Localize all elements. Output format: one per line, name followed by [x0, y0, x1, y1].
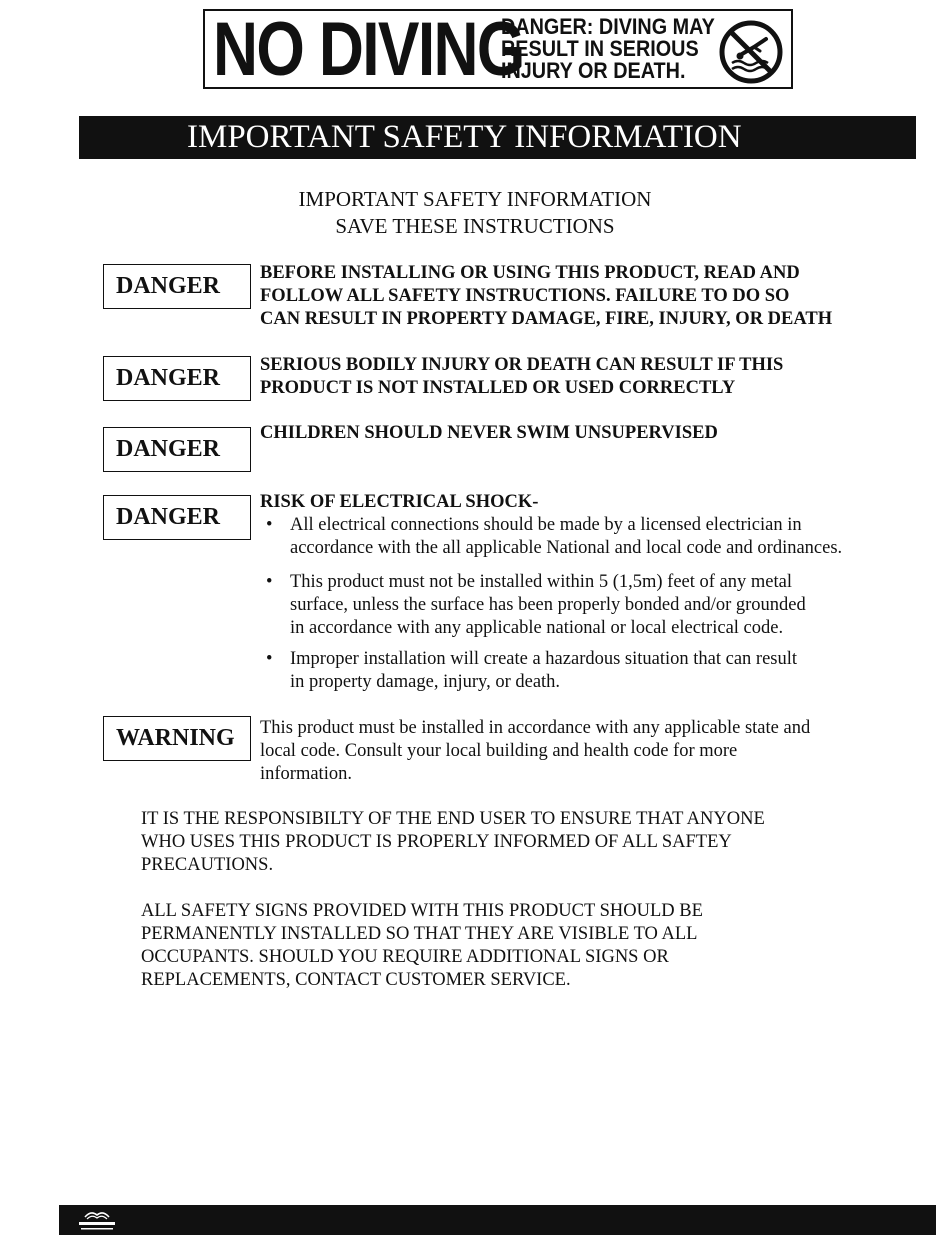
message-line: This product must be installed in accordance with any applicable state and — [260, 718, 811, 738]
danger-label: DANGER — [103, 264, 251, 309]
bullet-line: in property damage, injury, or death. — [290, 672, 561, 692]
bullet-line: Improper installation will create a hazardous situation that can result — [290, 649, 798, 669]
subtitle-line: SAVE THESE INSTRUCTIONS — [335, 214, 615, 238]
message-line: SERIOUS BODILY INJURY OR DEATH CAN RESULT IF THIS — [260, 355, 784, 375]
responsibility-paragraph — [141, 808, 861, 877]
paragraph-line: WHO USES THIS PRODUCT IS PROPERLY INFORMED OF ALL SAFTEY — [141, 832, 732, 852]
message-line: BEFORE INSTALLING OR USING THIS PRODUCT, READ AND — [260, 263, 800, 283]
message-line: PRODUCT IS NOT INSTALLED OR USED CORRECTLY — [260, 378, 736, 398]
electrical-shock-heading: RISK OF ELECTRICAL SHOCK- — [260, 492, 539, 512]
paragraph-line: OCCUPANTS. SHOULD YOU REQUIRE ADDITIONAL SIGNS OR — [141, 947, 669, 967]
message-line: local code. Consult your local building and health code for more — [260, 741, 738, 761]
bullet-line: accordance with the all applicable National and local code and ordinances. — [290, 538, 843, 558]
no-diving-warning — [501, 14, 715, 83]
bullet-item — [266, 648, 906, 694]
message-line: CAN RESULT IN PROPERTY DAMAGE, FIRE, INJURY, OR DEATH — [260, 309, 833, 329]
paragraph-line: PRECAUTIONS. — [141, 855, 274, 875]
message-line: FOLLOW ALL SAFETY INSTRUCTIONS. FAILURE TO DO SO — [260, 286, 790, 306]
no-diving-title: NO DIVING — [213, 7, 524, 92]
paragraph-line: PERMANENTLY INSTALLED SO THAT THEY ARE VISIBLE TO ALL — [141, 924, 698, 944]
bullet-line: All electrical connections should be made by a licensed electrician in — [290, 515, 802, 535]
paragraph-line: ALL SAFETY SIGNS PROVIDED WITH THIS PRODUCT SHOULD BE — [141, 901, 703, 921]
message-line: information. — [260, 764, 352, 784]
bullet-icon: • — [266, 515, 273, 535]
warning-message — [260, 717, 920, 786]
paragraph-line: REPLACEMENTS, CONTACT CUSTOMER SERVICE. — [141, 970, 571, 990]
bullet-icon: • — [266, 572, 273, 592]
danger-message — [260, 354, 920, 400]
danger-message — [260, 262, 920, 331]
danger-label: DANGER — [103, 427, 251, 472]
warning-label: WARNING — [103, 716, 251, 761]
danger-message — [260, 422, 920, 445]
bullet-line: surface, unless the surface has been properly bonded and/or grounded — [290, 595, 806, 615]
no-diving-sign — [203, 7, 793, 92]
bullet-icon: • — [266, 649, 273, 669]
paragraph-line: IT IS THE RESPONSIBILTY OF THE END USER TO ENSURE THAT ANYONE — [141, 809, 765, 829]
bullet-line: This product must not be installed within 5 (1,5m) feet of any metal — [290, 572, 792, 592]
page-title: IMPORTANT SAFETY INFORMATION — [79, 116, 916, 159]
bullet-item — [266, 571, 906, 640]
subtitle-line: IMPORTANT SAFETY INFORMATION — [298, 187, 652, 211]
endless-pools-logo-icon — [69, 1207, 125, 1233]
bullet-line: in accordance with any applicable national or local electrical code. — [290, 618, 784, 638]
danger-label: DANGER — [103, 495, 251, 540]
safety-signs-paragraph — [141, 900, 861, 992]
danger-label: DANGER — [103, 356, 251, 401]
footer-bar — [59, 1205, 936, 1235]
no-diving-warning-line: INJURY OR DEATH. — [501, 58, 686, 83]
subtitle — [0, 186, 950, 240]
no-diving-warning-line: DANGER: DIVING MAY — [501, 14, 715, 39]
no-diving-icon — [718, 19, 784, 85]
bullet-item — [266, 514, 906, 560]
no-diving-warning-line: RESULT IN SERIOUS — [501, 36, 699, 61]
message-line: CHILDREN SHOULD NEVER SWIM UNSUPERVISED — [260, 423, 718, 443]
